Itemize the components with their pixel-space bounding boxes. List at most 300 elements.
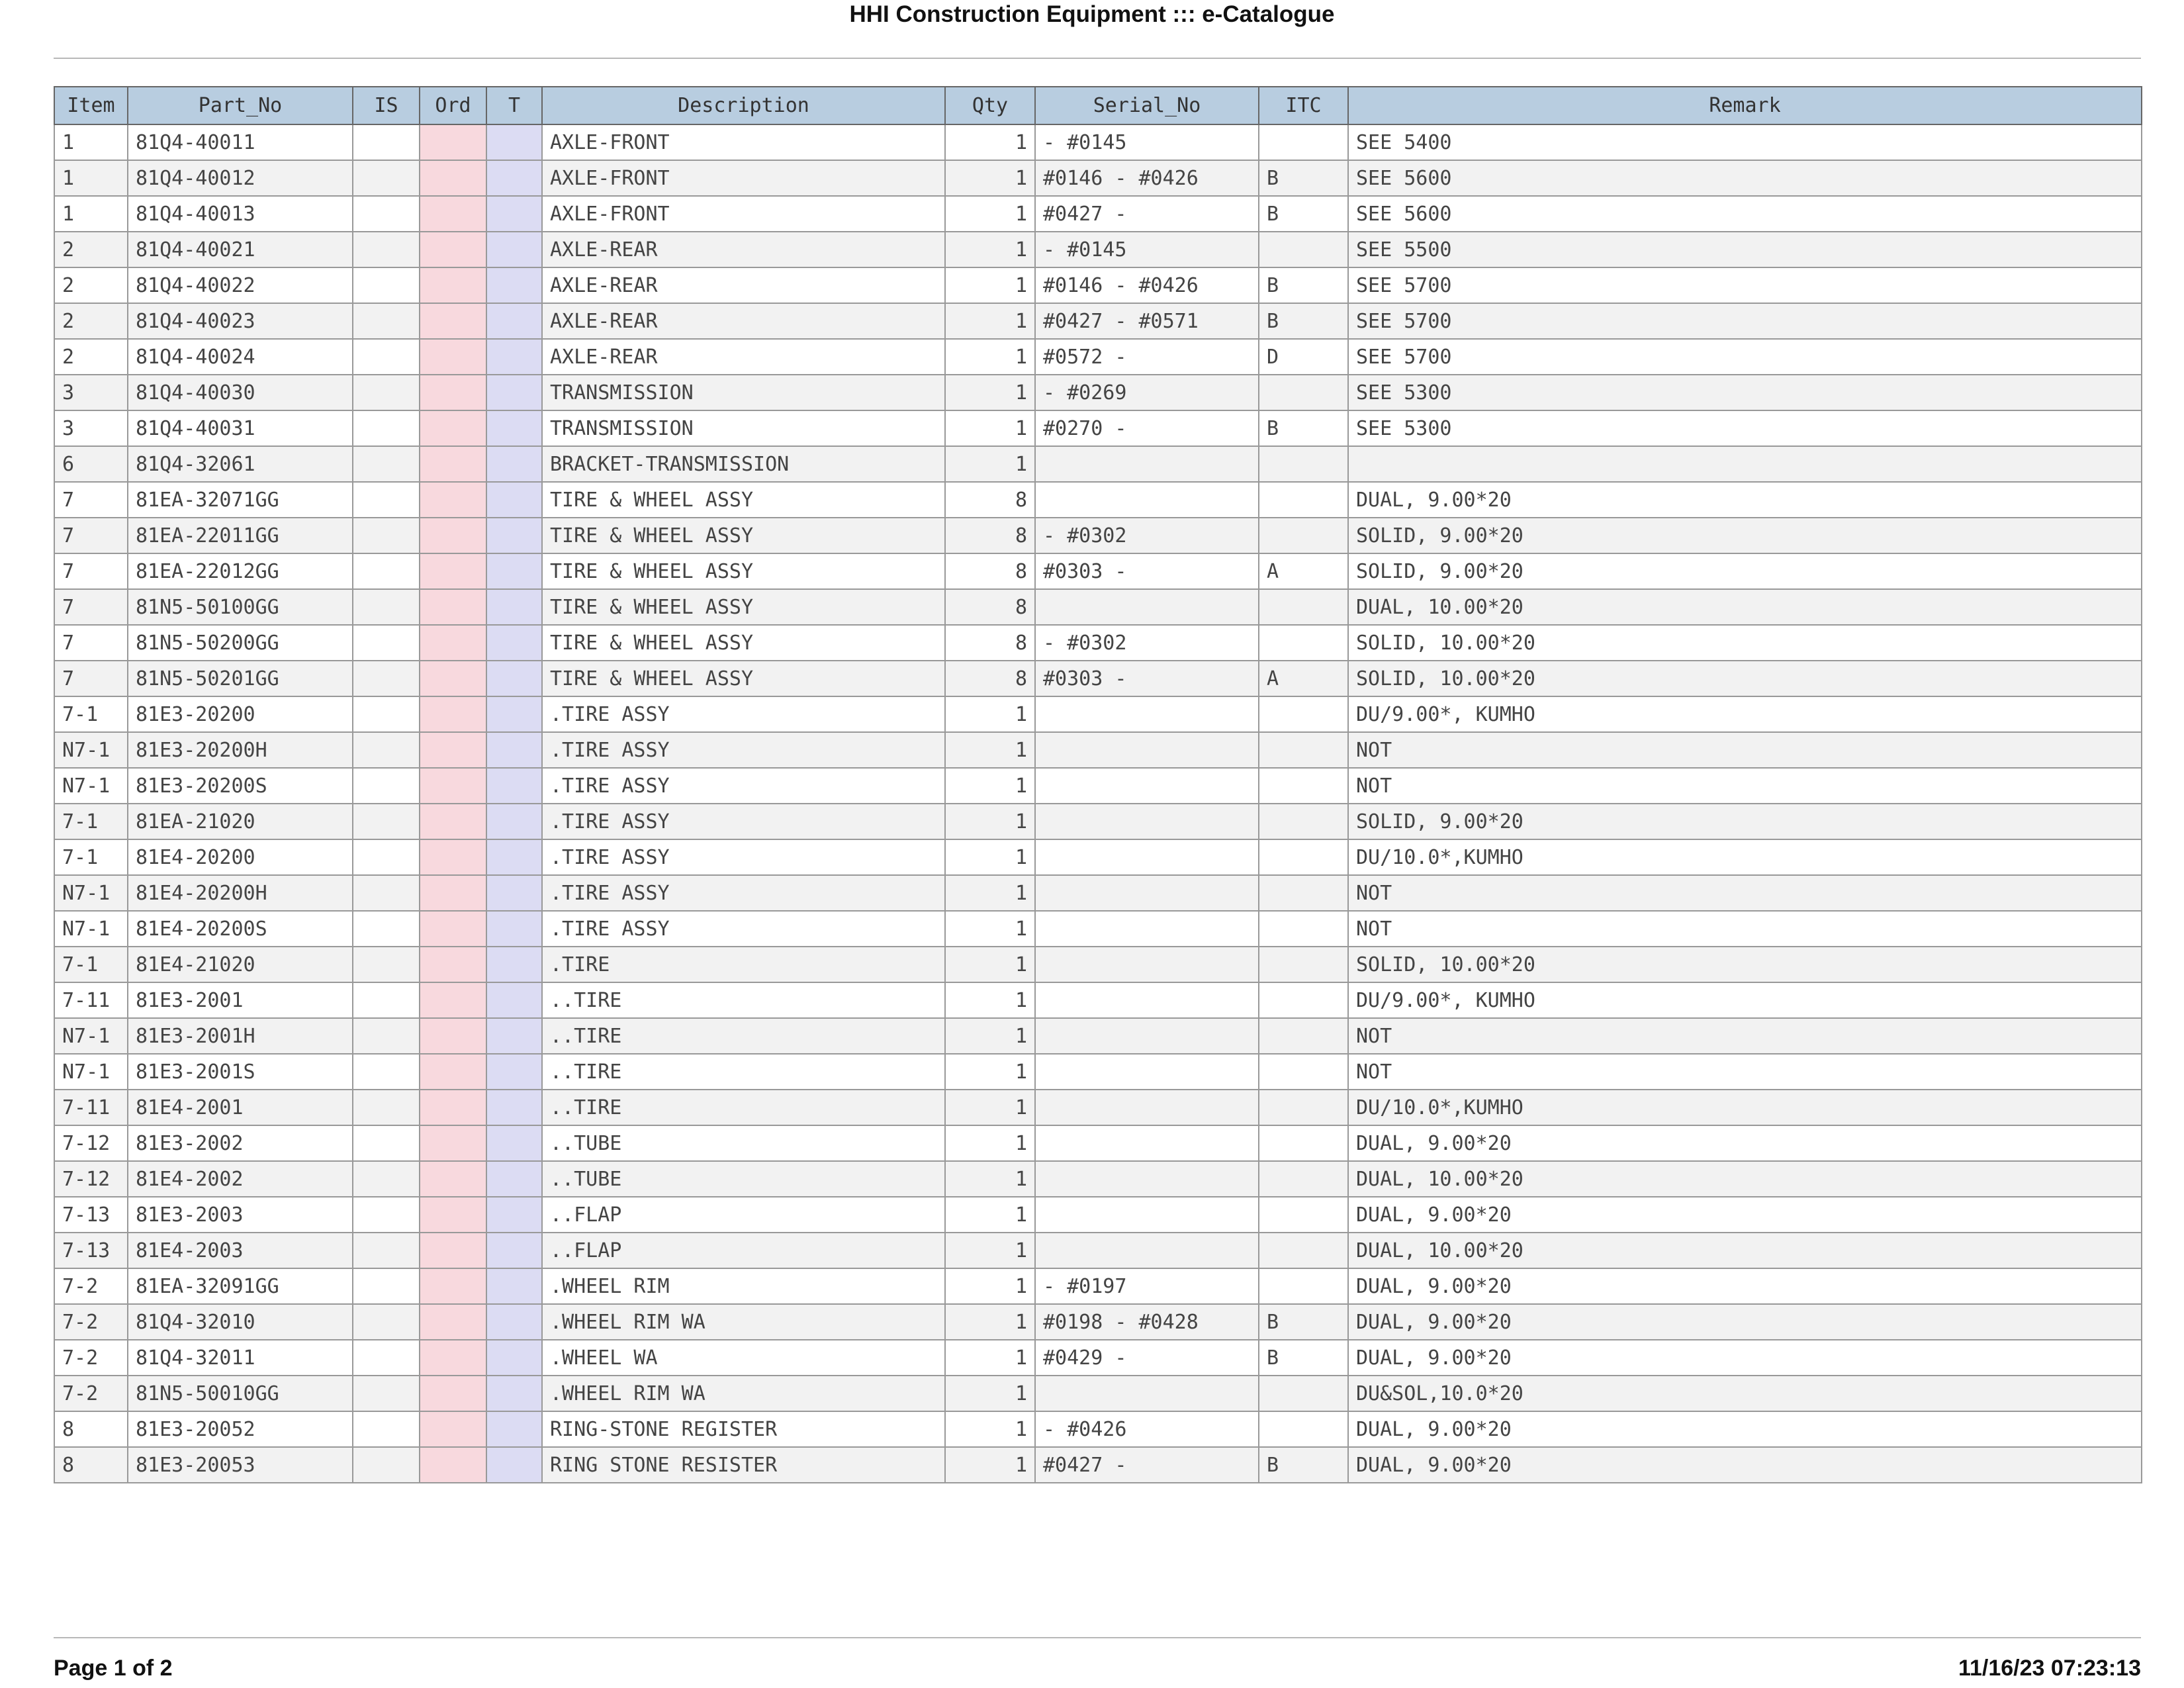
cell-qty: 8 [945,553,1035,589]
cell-itc [1259,1376,1348,1411]
cell-itc: B [1259,267,1348,303]
cell-is [353,661,420,696]
cell-description: TIRE & WHEEL ASSY [542,589,945,625]
cell-serial-no: #0429 - [1035,1340,1259,1376]
cell-qty: 1 [945,1233,1035,1268]
cell-ord [420,1090,486,1125]
table-row[interactable] [54,1304,2142,1340]
cell-item: N7-1 [54,1018,128,1054]
cell-serial-no [1035,1161,1259,1197]
cell-item: 2 [54,339,128,375]
cell-description: ..FLAP [542,1233,945,1268]
table-row[interactable] [54,1376,2142,1411]
cell-remark: SEE 5700 [1348,339,2142,375]
table-row[interactable] [54,303,2142,339]
cell-ord [420,589,486,625]
cell-item: N7-1 [54,911,128,947]
table-row[interactable] [54,518,2142,553]
table-row[interactable] [54,1054,2142,1090]
cell-description: ..TIRE [542,1054,945,1090]
col-header-ord[interactable]: Ord [420,87,486,124]
cell-serial-no: #0427 - [1035,196,1259,232]
cell-description: TIRE & WHEEL ASSY [542,482,945,518]
cell-qty: 8 [945,625,1035,661]
table-row[interactable] [54,1340,2142,1376]
cell-t [486,589,542,625]
cell-part-no: 81Q4-32011 [128,1340,353,1376]
cell-is [353,1197,420,1233]
cell-itc [1259,1197,1348,1233]
cell-t [486,375,542,410]
cell-remark: DU/9.00*, KUMHO [1348,982,2142,1018]
cell-qty: 1 [945,303,1035,339]
cell-t [486,1268,542,1304]
cell-serial-no [1035,947,1259,982]
cell-is [353,339,420,375]
col-header-is[interactable]: IS [353,87,420,124]
cell-t [486,947,542,982]
cell-t [486,1411,542,1447]
cell-remark: DU/10.0*,KUMHO [1348,839,2142,875]
cell-part-no: 81Q4-40022 [128,267,353,303]
cell-qty: 1 [945,1411,1035,1447]
cell-is [353,1090,420,1125]
cell-remark: DUAL, 9.00*20 [1348,1304,2142,1340]
cell-itc [1259,1268,1348,1304]
cell-is [353,947,420,982]
cell-qty: 1 [945,696,1035,732]
cell-t [486,982,542,1018]
table-row[interactable] [54,1411,2142,1447]
cell-serial-no: #0427 - #0571 [1035,303,1259,339]
cell-itc: B [1259,410,1348,446]
cell-item: N7-1 [54,732,128,768]
parts-table [54,86,2142,1483]
cell-t [486,1197,542,1233]
cell-serial-no: - #0302 [1035,518,1259,553]
cell-t [486,303,542,339]
cell-t [486,1090,542,1125]
cell-ord [420,911,486,947]
cell-qty: 1 [945,732,1035,768]
cell-serial-no [1035,1376,1259,1411]
cell-description: .WHEEL WA [542,1340,945,1376]
cell-ord [420,1233,486,1268]
table-row[interactable] [54,768,2142,804]
cell-itc [1259,124,1348,160]
col-header-serial-no[interactable]: Serial_No [1035,87,1259,124]
cell-qty: 1 [945,446,1035,482]
cell-qty: 1 [945,1340,1035,1376]
cell-remark: SEE 5700 [1348,267,2142,303]
cell-is [353,732,420,768]
cell-item: 2 [54,303,128,339]
cell-description: AXLE-REAR [542,267,945,303]
cell-qty: 1 [945,410,1035,446]
cell-remark: DUAL, 9.00*20 [1348,1125,2142,1161]
cell-description: .TIRE ASSY [542,911,945,947]
cell-qty: 1 [945,1125,1035,1161]
cell-remark [1348,446,2142,482]
cell-is [353,196,420,232]
cell-item: 1 [54,196,128,232]
cell-part-no: 81E4-20200S [128,911,353,947]
cell-part-no: 81E3-2002 [128,1125,353,1161]
cell-description: .TIRE ASSY [542,804,945,839]
cell-serial-no: - #0302 [1035,625,1259,661]
cell-qty: 1 [945,1376,1035,1411]
cell-item: 3 [54,410,128,446]
cell-part-no: 81Q4-40023 [128,303,353,339]
cell-ord [420,1411,486,1447]
cell-t [486,1304,542,1340]
cell-remark: NOT [1348,1018,2142,1054]
cell-serial-no: #0303 - [1035,661,1259,696]
cell-remark: DUAL, 9.00*20 [1348,1340,2142,1376]
cell-t [486,1018,542,1054]
cell-remark: NOT [1348,911,2142,947]
cell-t [486,482,542,518]
cell-serial-no [1035,446,1259,482]
cell-qty: 1 [945,1090,1035,1125]
cell-ord [420,1197,486,1233]
cell-description: .TIRE ASSY [542,732,945,768]
cell-itc [1259,625,1348,661]
cell-description: .TIRE ASSY [542,768,945,804]
cell-is [353,410,420,446]
cell-item: 7-1 [54,696,128,732]
table-row[interactable] [54,911,2142,947]
cell-part-no: 81Q4-32061 [128,446,353,482]
cell-itc: D [1259,339,1348,375]
cell-is [353,1340,420,1376]
cell-t [486,1054,542,1090]
cell-ord [420,875,486,911]
cell-serial-no [1035,482,1259,518]
cell-itc [1259,1411,1348,1447]
cell-part-no: 81E3-20052 [128,1411,353,1447]
cell-itc: A [1259,553,1348,589]
cell-item: N7-1 [54,875,128,911]
cell-t [486,160,542,196]
cell-part-no: 81E4-20200H [128,875,353,911]
table-row[interactable] [54,1125,2142,1161]
cell-is [353,1161,420,1197]
cell-item: 7-2 [54,1268,128,1304]
cell-qty: 8 [945,482,1035,518]
cell-serial-no [1035,875,1259,911]
cell-qty: 1 [945,1447,1035,1483]
cell-is [353,1018,420,1054]
cell-item: 7-1 [54,947,128,982]
cell-qty: 8 [945,518,1035,553]
table-row[interactable] [54,1268,2142,1304]
col-header-remark[interactable]: Remark [1348,87,2142,124]
cell-is [353,911,420,947]
cell-qty: 1 [945,1054,1035,1090]
cell-ord [420,446,486,482]
table-row[interactable] [54,1447,2142,1483]
cell-part-no: 81E3-20053 [128,1447,353,1483]
cell-remark: DUAL, 9.00*20 [1348,482,2142,518]
table-row[interactable] [54,553,2142,589]
cell-itc [1259,1233,1348,1268]
cell-item: 7 [54,625,128,661]
cell-is [353,518,420,553]
cell-remark: DUAL, 9.00*20 [1348,1268,2142,1304]
cell-serial-no: - #0197 [1035,1268,1259,1304]
cell-t [486,446,542,482]
cell-remark: DU&SOL,10.0*20 [1348,1376,2142,1411]
cell-remark: DUAL, 9.00*20 [1348,1197,2142,1233]
cell-t [486,661,542,696]
cell-serial-no: #0270 - [1035,410,1259,446]
cell-serial-no [1035,732,1259,768]
cell-itc [1259,875,1348,911]
cell-t [486,410,542,446]
cell-item: 7-2 [54,1376,128,1411]
cell-item: 7-2 [54,1304,128,1340]
cell-remark: NOT [1348,768,2142,804]
cell-remark: SEE 5700 [1348,303,2142,339]
cell-t [486,1447,542,1483]
table-row[interactable] [54,446,2142,482]
table-row[interactable] [54,1090,2142,1125]
cell-item: 7 [54,661,128,696]
col-header-part-no[interactable]: Part_No [128,87,353,124]
cell-t [486,1125,542,1161]
cell-item: 7 [54,589,128,625]
cell-itc [1259,982,1348,1018]
cell-is [353,267,420,303]
cell-t [486,625,542,661]
cell-item: 7-2 [54,1340,128,1376]
cell-serial-no: #0427 - [1035,1447,1259,1483]
cell-remark: DUAL, 9.00*20 [1348,1447,2142,1483]
cell-itc [1259,1054,1348,1090]
cell-qty: 1 [945,124,1035,160]
cell-serial-no [1035,696,1259,732]
cell-description: AXLE-FRONT [542,124,945,160]
table-row[interactable] [54,839,2142,875]
cell-serial-no: - #0269 [1035,375,1259,410]
cell-remark: SEE 5600 [1348,160,2142,196]
print-timestamp: 11/16/23 07:23:13 [1958,1656,2141,1681]
cell-is [353,160,420,196]
cell-item: 7-12 [54,1161,128,1197]
table-row[interactable] [54,875,2142,911]
cell-is [353,696,420,732]
cell-itc [1259,696,1348,732]
cell-description: .WHEEL RIM [542,1268,945,1304]
cell-part-no: 81E4-2002 [128,1161,353,1197]
cell-ord [420,1447,486,1483]
cell-is [353,875,420,911]
col-header-item[interactable]: Item [54,87,128,124]
cell-ord [420,1268,486,1304]
cell-ord [420,124,486,160]
cell-item: 8 [54,1447,128,1483]
col-header-t[interactable]: T [486,87,542,124]
cell-t [486,518,542,553]
cell-part-no: 81E4-21020 [128,947,353,982]
cell-ord [420,518,486,553]
cell-is [353,1376,420,1411]
cell-itc [1259,1090,1348,1125]
cell-t [486,339,542,375]
cell-t [486,124,542,160]
cell-ord [420,482,486,518]
cell-itc [1259,589,1348,625]
cell-itc [1259,1018,1348,1054]
cell-itc [1259,1125,1348,1161]
cell-remark: SEE 5500 [1348,232,2142,267]
cell-serial-no [1035,839,1259,875]
cell-t [486,911,542,947]
cell-item: N7-1 [54,768,128,804]
table-row[interactable] [54,804,2142,839]
cell-is [353,124,420,160]
cell-part-no: 81E4-20200 [128,839,353,875]
cell-itc: A [1259,661,1348,696]
cell-description: TIRE & WHEEL ASSY [542,553,945,589]
cell-serial-no: #0146 - #0426 [1035,160,1259,196]
table-row[interactable] [54,232,2142,267]
cell-item: 7-1 [54,804,128,839]
col-header-qty[interactable]: Qty [945,87,1035,124]
table-row[interactable] [54,339,2142,375]
cell-ord [420,625,486,661]
cell-ord [420,375,486,410]
cell-is [353,482,420,518]
cell-itc [1259,232,1348,267]
table-row[interactable] [54,696,2142,732]
cell-t [486,232,542,267]
cell-is [353,589,420,625]
cell-item: 7 [54,518,128,553]
cell-item: 7-11 [54,1090,128,1125]
cell-t [486,875,542,911]
cell-part-no: 81E3-20200S [128,768,353,804]
cell-serial-no [1035,1197,1259,1233]
cell-part-no: 81E3-2003 [128,1197,353,1233]
cell-description: AXLE-FRONT [542,196,945,232]
table-row[interactable] [54,1161,2142,1197]
table-row[interactable] [54,124,2142,160]
cell-description: ..TIRE [542,982,945,1018]
table-row[interactable] [54,160,2142,196]
cell-t [486,839,542,875]
cell-part-no: 81Q4-40021 [128,232,353,267]
cell-ord [420,339,486,375]
cell-serial-no [1035,768,1259,804]
cell-serial-no [1035,589,1259,625]
cell-serial-no [1035,1090,1259,1125]
col-header-itc[interactable]: ITC [1259,87,1348,124]
cell-ord [420,232,486,267]
cell-t [486,732,542,768]
cell-ord [420,303,486,339]
cell-serial-no [1035,804,1259,839]
cell-description: TIRE & WHEEL ASSY [542,518,945,553]
cell-description: TIRE & WHEEL ASSY [542,625,945,661]
cell-itc: B [1259,160,1348,196]
cell-item: 7-1 [54,839,128,875]
cell-item: 1 [54,124,128,160]
table-row[interactable] [54,982,2142,1018]
table-row[interactable] [54,1197,2142,1233]
cell-is [353,446,420,482]
cell-description: AXLE-REAR [542,303,945,339]
cell-description: .TIRE ASSY [542,696,945,732]
header-divider [54,58,2141,59]
cell-serial-no: #0198 - #0428 [1035,1304,1259,1340]
cell-item: 7 [54,553,128,589]
cell-item: 1 [54,160,128,196]
cell-qty: 1 [945,1018,1035,1054]
table-row[interactable] [54,732,2142,768]
cell-qty: 1 [945,947,1035,982]
table-header-row [54,87,2142,124]
cell-is [353,982,420,1018]
cell-item: 7-12 [54,1125,128,1161]
cell-qty: 1 [945,804,1035,839]
table-row[interactable] [54,375,2142,410]
table-row[interactable] [54,410,2142,446]
cell-is [353,768,420,804]
cell-description: AXLE-REAR [542,339,945,375]
cell-item: 3 [54,375,128,410]
cell-t [486,1233,542,1268]
table-row[interactable] [54,661,2142,696]
cell-is [353,1304,420,1340]
cell-qty: 1 [945,911,1035,947]
cell-ord [420,267,486,303]
table-row[interactable] [54,196,2142,232]
cell-serial-no [1035,1233,1259,1268]
table-row[interactable] [54,589,2142,625]
cell-t [486,804,542,839]
table-row[interactable] [54,267,2142,303]
table-row[interactable] [54,1018,2142,1054]
cell-is [353,553,420,589]
cell-remark: DU/10.0*,KUMHO [1348,1090,2142,1125]
cell-serial-no [1035,1018,1259,1054]
cell-description: ..TIRE [542,1018,945,1054]
cell-ord [420,1376,486,1411]
table-row[interactable] [54,482,2142,518]
cell-serial-no: - #0145 [1035,232,1259,267]
cell-part-no: 81E3-2001S [128,1054,353,1090]
table-row[interactable] [54,1233,2142,1268]
cell-item: 6 [54,446,128,482]
col-header-description[interactable]: Description [542,87,945,124]
cell-part-no: 81EA-32091GG [128,1268,353,1304]
cell-qty: 1 [945,1304,1035,1340]
cell-item: 7 [54,482,128,518]
cell-part-no: 81Q4-40012 [128,160,353,196]
cell-remark: DUAL, 10.00*20 [1348,1161,2142,1197]
cell-qty: 1 [945,339,1035,375]
cell-description: ..FLAP [542,1197,945,1233]
cell-is [353,1125,420,1161]
table-row[interactable] [54,947,2142,982]
table-row[interactable] [54,625,2142,661]
cell-description: .TIRE [542,947,945,982]
cell-ord [420,553,486,589]
cell-remark: SOLID, 10.00*20 [1348,625,2142,661]
cell-part-no: 81EA-22012GG [128,553,353,589]
